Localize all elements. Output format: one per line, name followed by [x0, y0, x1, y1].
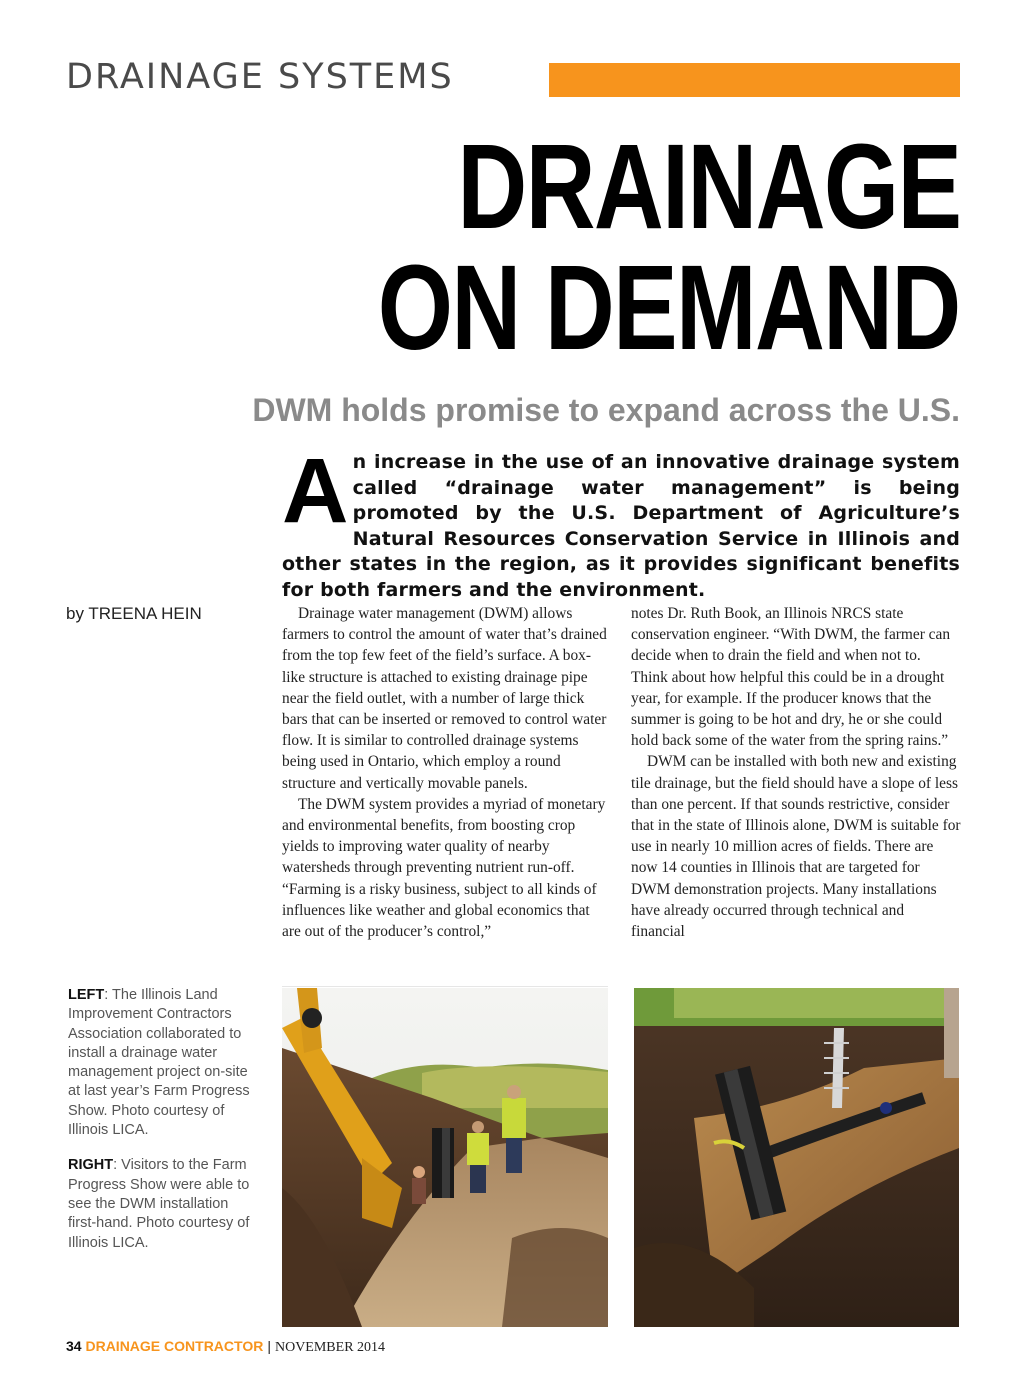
body-paragraph: notes Dr. Ruth Book, an Illinois NRCS state conservation engineer. “With DWM, the farmer can decide when to drain the field and when not to. Think about how helpful this could be in a drought year, for example. If the producer knows that the summer is going to be hot and dry, he or she could hold back some of the water from the spring rains.” [631, 605, 951, 750]
caption-left-text: : The Illinois Land Improvement Contractors Association collaborated to install a drainage water management project on-site at last year’s Farm Progress Show. Photo courtesy of Illinois LICA. [68, 987, 250, 1139]
body-paragraph: Drainage water management (DWM) allows farmers to control the amount of water that’s drained from the top few feet of the field’s surface. A box-like structure is attached to existing drainage pipe near the field outlet, with a number of large thick bars that can be inserted or removed to control water flow. It is similar to controlled drainage systems being used in Ontario, which employ a round structure and vertically movable panels. [282, 605, 607, 792]
photo-excavator-trench [282, 988, 608, 1327]
caption-right-label: RIGHT [68, 1157, 114, 1174]
section-label: DRAINAGE SYSTEMS [66, 57, 454, 97]
section-accent-bar [549, 63, 960, 97]
caption-left [68, 986, 254, 1140]
drop-cap: A [282, 440, 349, 542]
divider [282, 986, 608, 987]
photo-structure-illustration [634, 988, 959, 1327]
issue-date: NOVEMBER 2014 [274, 1340, 386, 1355]
lede-text: n increase in the use of an innovative drainage system called “drainage water management” is being promoted by the U.S. Department of Agriculture’s Natural Resources Conservation Service in Illinois and other states in the region, as it provides significant benefits for both farmers and the environment. [282, 451, 960, 601]
headline-line-1: DRAINAGE [457, 119, 960, 255]
subheadline: DWM holds promise to expand across the U.S. [252, 392, 960, 428]
page-footer [66, 1337, 385, 1357]
caption-right-text: : Visitors to the Farm Progress Show were able to see the DWM installation first-hand. Photo courtesy of Illinois LICA. [68, 1157, 250, 1251]
byline: by TREENA HEIN [66, 604, 202, 623]
photo-excavator-illustration [282, 988, 608, 1327]
footer-separator: | [267, 1338, 271, 1354]
body-column-1 [282, 603, 612, 942]
lede-paragraph [282, 440, 960, 603]
caption-left-label: LEFT [68, 987, 105, 1003]
headline-line-2: ON DEMAND [378, 240, 960, 376]
magazine-name: DRAINAGE CONTRACTOR [85, 1338, 264, 1354]
photo-captions [68, 986, 254, 1269]
body-paragraph: DWM can be installed with both new and existing tile drainage, but the field should have a slope of less than one percent. If that sounds restrictive, consider that in the state of Illinois alone, DWM is suitable for use in nearly 10 million acres of fields. There are now 14 counties in Illinois that are targeted for DWM demonstration projects. Many installations have already occurred through technical and financial [631, 753, 961, 941]
body-column-2 [631, 603, 961, 942]
photo-dwm-structure [634, 988, 959, 1327]
caption-right [68, 1156, 254, 1252]
page-number: 34 [66, 1338, 82, 1354]
body-paragraph: The DWM system provides a myriad of monetary and environmental benefits, from boosting crop yields to improving water quality of nearby watersheds through preventing nutrient run-off. “Farming is a risky business, subject to all kinds of influences like weather and global economics that are out of the producer’s control,” [282, 795, 606, 941]
